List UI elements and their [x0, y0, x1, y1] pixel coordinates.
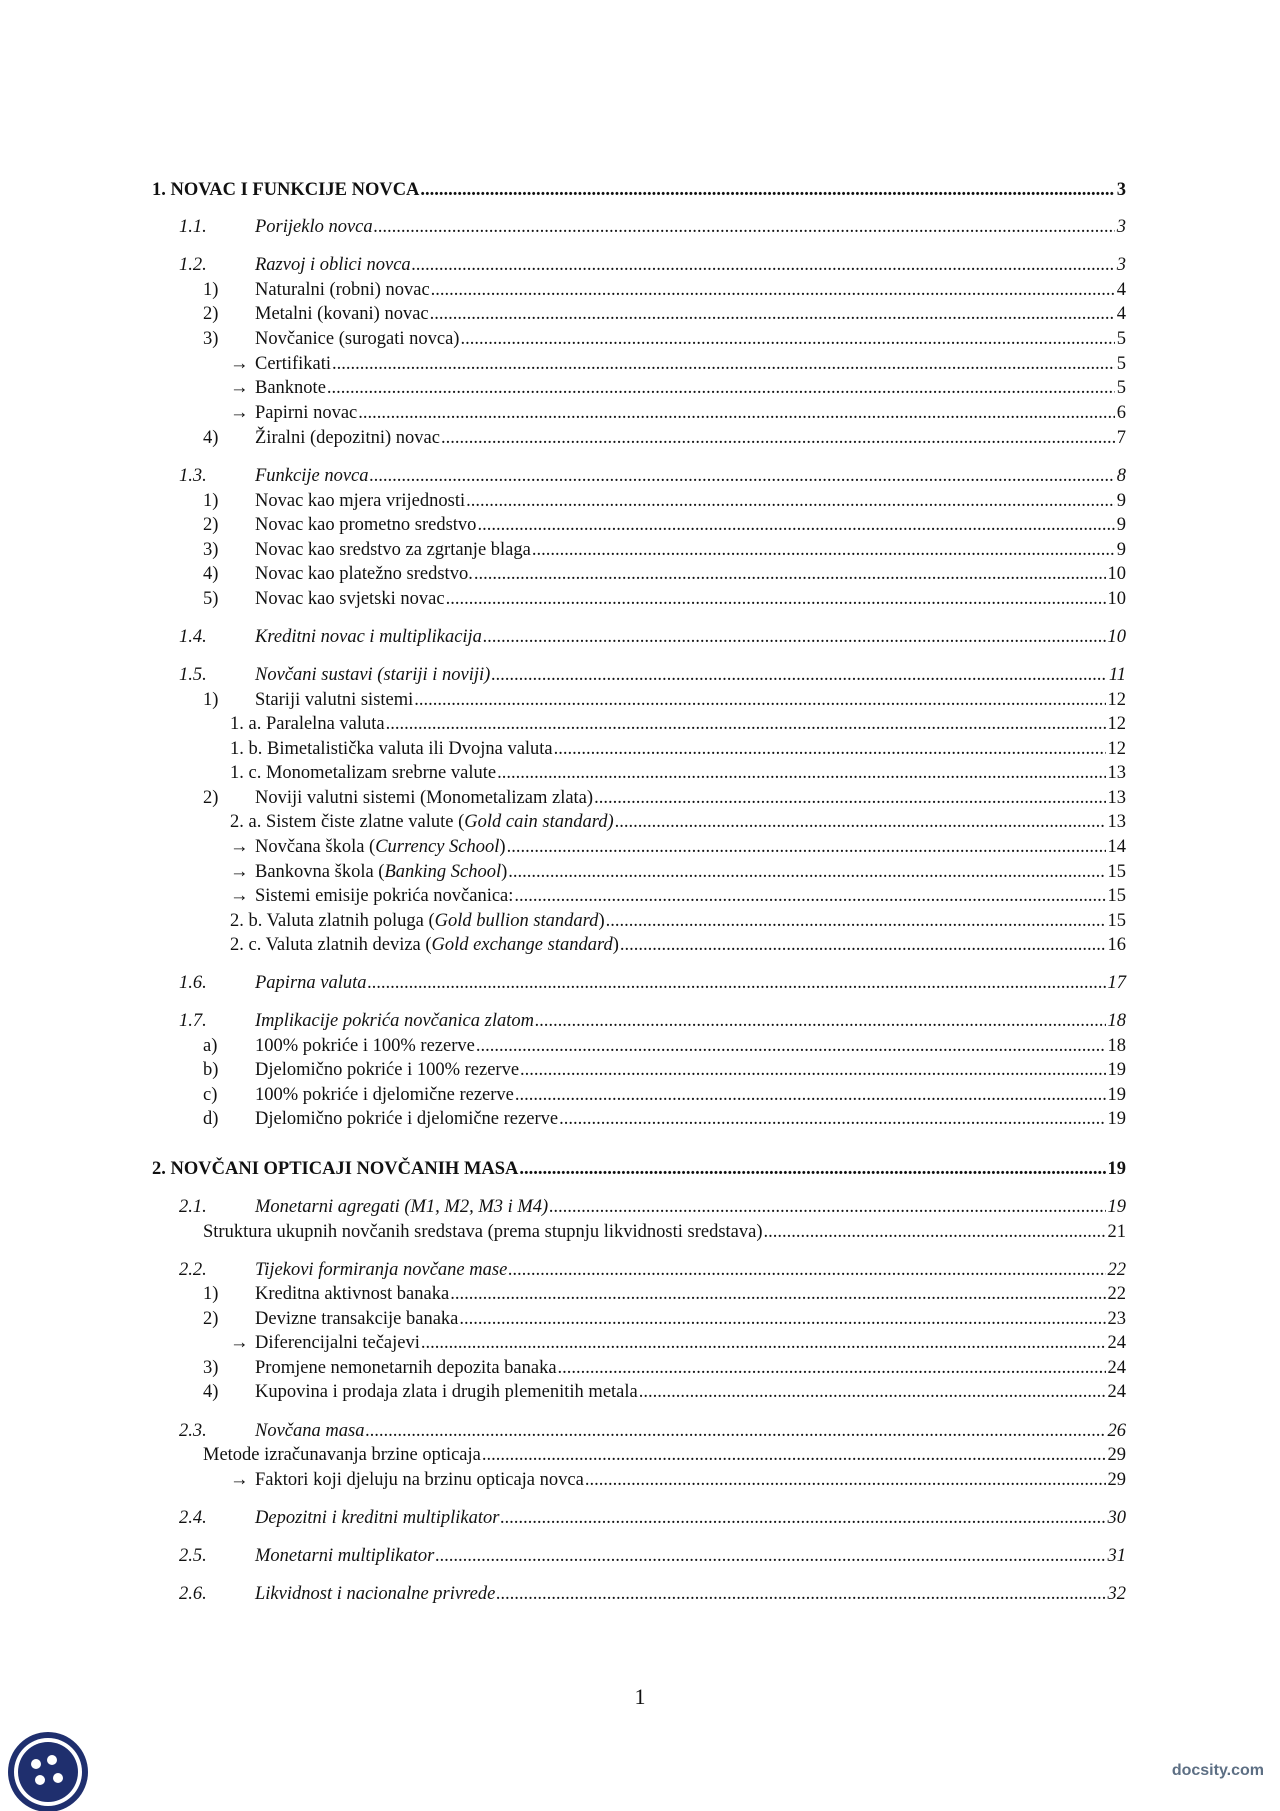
toc-entry[interactable]: [0, 464, 1280, 488]
dot-leader: [500, 1506, 1105, 1530]
toc-entry-number: 2): [203, 1309, 219, 1329]
dot-leader: [497, 761, 1105, 785]
toc-entry-number: 1): [203, 280, 219, 300]
toc-entry-page: 11: [1108, 665, 1126, 685]
toc-entry-number: 3): [203, 329, 219, 349]
toc-entry-page: 12: [1107, 714, 1126, 734]
toc-entry[interactable]: [0, 1307, 1280, 1331]
toc-entry-number: 2): [203, 515, 219, 535]
toc-entry-title: Porijeklo novca: [255, 217, 373, 237]
toc-entry-title: Monetarni agregati (M1, M2, M3 i M4): [255, 1197, 549, 1217]
dot-leader: [368, 971, 1106, 995]
toc-entry-page: 19: [1107, 1085, 1126, 1105]
toc-entry[interactable]: [0, 426, 1280, 450]
dot-leader: [514, 884, 1105, 908]
toc-entry-number: 1): [203, 491, 219, 511]
toc-entry-page: 23: [1107, 1309, 1126, 1329]
toc-entry[interactable]: [0, 215, 1280, 239]
toc-entry[interactable]: [0, 1220, 1280, 1244]
toc-entry-page: 13: [1107, 812, 1126, 832]
toc-entry-number: 2): [203, 304, 219, 324]
toc-entry-number: 5): [203, 589, 219, 609]
toc-entry-title: Likvidnost i nacionalne privrede: [255, 1584, 496, 1604]
arrow-right-icon: →: [230, 403, 249, 423]
toc-entry-page: 24: [1107, 1333, 1126, 1353]
toc-entry-number: 1.2.: [179, 255, 207, 275]
toc-entry-number: d): [203, 1109, 219, 1129]
toc-entry-page: 9: [1116, 491, 1126, 511]
toc-entry[interactable]: [0, 971, 1280, 995]
dot-leader: [420, 178, 1114, 202]
toc-entry-page: 10: [1107, 589, 1126, 609]
dot-leader: [594, 786, 1105, 810]
toc-entry-title: Novac kao prometno sredstvo: [255, 515, 477, 535]
toc-entry-page: 9: [1116, 515, 1126, 535]
dot-leader: [332, 352, 1115, 376]
dot-leader: [491, 663, 1107, 687]
toc-entry-page: 29: [1107, 1445, 1126, 1465]
toc-entry[interactable]: [0, 302, 1280, 326]
dot-leader: [477, 513, 1114, 537]
toc-entry-number: 1.5.: [179, 665, 207, 685]
toc-entry[interactable]: [0, 401, 1280, 425]
toc-entry[interactable]: [0, 909, 1280, 933]
toc-entry-number: 1.7.: [179, 1011, 207, 1031]
dot-leader: [558, 1356, 1106, 1380]
toc-entry-number: b): [203, 1060, 219, 1080]
toc-entry-title: Sistemi emisije pokrića novčanica:: [255, 886, 514, 906]
toc-entry-title: Naturalni (robni) novac: [255, 280, 430, 300]
toc-entry-title: Novac kao svjetski novac: [255, 589, 445, 609]
dot-leader: [421, 1331, 1106, 1355]
toc-entry-number: 3): [203, 540, 219, 560]
toc-entry-number: 2.6.: [179, 1584, 207, 1604]
toc-entry[interactable]: [0, 253, 1280, 277]
toc-entry-page: 10: [1107, 564, 1126, 584]
toc-entry[interactable]: [0, 737, 1280, 761]
toc-entry-title: Papirni novac: [255, 403, 358, 423]
toc-entry-page: 8: [1116, 466, 1126, 486]
toc-entry-page: 24: [1107, 1358, 1126, 1378]
toc-entry-title: Djelomično pokriće i 100% rezerve: [255, 1060, 520, 1080]
dot-leader: [466, 489, 1115, 513]
toc-entry-title: Noviji valutni sistemi (Monometalizam zlata): [255, 788, 594, 808]
toc-entry-title: Novac kao sredstvo za zgrtanje blaga: [255, 540, 531, 560]
toc-entry[interactable]: [0, 562, 1280, 586]
toc-entry[interactable]: [0, 835, 1280, 859]
toc-entry-title: 2. c. Valuta zlatnih deviza (Gold exchange standard): [230, 935, 619, 955]
toc-entry-page: 13: [1107, 788, 1126, 808]
toc-entry-number: 2): [203, 788, 219, 808]
toc-entry-page: 10: [1107, 627, 1126, 647]
dot-leader: [441, 426, 1115, 450]
toc-entry[interactable]: [0, 587, 1280, 611]
toc-entry-page: 32: [1107, 1584, 1126, 1604]
toc-entry-title: 1. NOVAC I FUNKCIJE NOVCA: [152, 180, 420, 200]
toc-entry-title: Implikacije pokrića novčanica zlatom: [255, 1011, 534, 1031]
toc-entry-title: Papirna valuta: [255, 973, 367, 993]
toc-entry-page: 3: [1116, 217, 1126, 237]
toc-entry-page: 7: [1116, 428, 1126, 448]
dot-leader: [519, 1157, 1105, 1181]
toc-entry-number: 1.3.: [179, 466, 207, 486]
dot-leader: [430, 302, 1115, 326]
dot-leader: [374, 215, 1115, 239]
toc-entry-title: Diferencijalni tečajevi: [255, 1333, 420, 1353]
dot-leader: [639, 1380, 1106, 1404]
dot-leader: [435, 1544, 1105, 1568]
toc-entry-number: 2.1.: [179, 1197, 207, 1217]
dot-leader: [764, 1220, 1106, 1244]
dot-leader: [370, 464, 1115, 488]
toc-entry[interactable]: [0, 1356, 1280, 1380]
toc-entry[interactable]: [0, 327, 1280, 351]
toc-entry-title: 1. a. Paralelna valuta: [230, 714, 385, 734]
toc-entry-page: 3: [1116, 180, 1126, 200]
toc-entry[interactable]: [0, 933, 1280, 957]
toc-entry[interactable]: [0, 178, 1280, 202]
toc-entry[interactable]: [0, 538, 1280, 562]
toc-entry-page: 30: [1107, 1508, 1126, 1528]
toc-entry-title: Kupovina i prodaja zlata i drugih plemenitih metala: [255, 1382, 638, 1402]
dot-leader: [620, 933, 1106, 957]
dot-leader: [460, 327, 1114, 351]
toc-entry[interactable]: [0, 712, 1280, 736]
toc-entry-page: 15: [1107, 911, 1126, 931]
dot-leader: [515, 1083, 1106, 1107]
toc-entry-title: Kreditni novac i multiplikacija: [255, 627, 482, 647]
toc-entry-page: 19: [1107, 1197, 1126, 1217]
docsity-brand: docsity.com: [1171, 1762, 1264, 1779]
toc-entry-title: Funkcije novca: [255, 466, 369, 486]
toc-entry-page: 14: [1107, 837, 1126, 857]
toc-entry-page: 9: [1116, 540, 1126, 560]
toc-entry[interactable]: [0, 1331, 1280, 1355]
dot-leader: [507, 835, 1106, 859]
toc-entry[interactable]: [0, 1157, 1280, 1181]
toc-entry[interactable]: [0, 884, 1280, 908]
dot-leader: [412, 253, 1115, 277]
toc-entry-title: Žiralni (depozitni) novac: [255, 428, 440, 448]
toc-entry-number: 1.4.: [179, 627, 207, 647]
toc-entry-page: 17: [1107, 973, 1126, 993]
toc-entry[interactable]: [0, 1034, 1280, 1058]
toc-entry-number: 3): [203, 1358, 219, 1378]
dot-leader: [386, 712, 1106, 736]
toc-entry[interactable]: [0, 376, 1280, 400]
toc-entry-number: 4): [203, 428, 219, 448]
toc-entry-title: 1. b. Bimetalistička valuta ili Dvojna valuta: [230, 739, 553, 759]
toc-entry[interactable]: [0, 1506, 1280, 1530]
dot-leader: [450, 1282, 1105, 1306]
toc-entry-page: 31: [1107, 1546, 1126, 1566]
toc-entry-title: Monetarni multiplikator: [255, 1546, 435, 1566]
toc-entry[interactable]: [0, 1582, 1280, 1606]
toc-entry-number: a): [203, 1036, 218, 1056]
dot-leader: [508, 1258, 1105, 1282]
toc-entry-page: 22: [1107, 1260, 1126, 1280]
toc-entry-title: 1. c. Monometalizam srebrne valute: [230, 763, 497, 783]
toc-entry-title: Razvoj i oblici novca: [255, 255, 411, 275]
toc-entry-title: Metalni (kovani) novac: [255, 304, 429, 324]
dot-leader: [459, 1307, 1105, 1331]
toc-entry-title: Novčanice (surogati novca): [255, 329, 460, 349]
toc-entry-title: Bankovna škola (Banking School): [255, 862, 508, 882]
dot-leader: [532, 538, 1115, 562]
toc-entry-page: 15: [1107, 886, 1126, 906]
toc-entry[interactable]: [0, 1107, 1280, 1131]
toc-entry[interactable]: [0, 1282, 1280, 1306]
toc-entry-number: 1): [203, 690, 219, 710]
toc-entry-title: Novac kao mjera vrijednosti: [255, 491, 466, 511]
toc-entry-title: Certifikati: [255, 354, 332, 374]
toc-entry[interactable]: [0, 1058, 1280, 1082]
dot-leader: [358, 401, 1115, 425]
toc-entry[interactable]: [0, 663, 1280, 687]
toc-entry[interactable]: [0, 688, 1280, 712]
toc-entry-page: 21: [1107, 1222, 1126, 1242]
dot-leader: [615, 810, 1106, 834]
dot-leader: [585, 1468, 1106, 1492]
toc-entry[interactable]: [0, 1443, 1280, 1467]
page-number: 1: [634, 1684, 646, 1709]
toc-entry-title: 100% pokriće i 100% rezerve: [255, 1036, 475, 1056]
toc-entry-title: 100% pokriće i djelomične rezerve: [255, 1085, 514, 1105]
toc-entry-page: 5: [1116, 378, 1126, 398]
toc-entry-page: 12: [1107, 690, 1126, 710]
dot-leader: [476, 1034, 1106, 1058]
toc-entry-title: Novčana škola (Currency School): [255, 837, 506, 857]
toc-entry-page: 19: [1107, 1060, 1126, 1080]
toc-entry[interactable]: [0, 761, 1280, 785]
toc-entry[interactable]: [0, 625, 1280, 649]
dot-leader: [327, 376, 1115, 400]
dot-leader: [606, 909, 1106, 933]
toc-entry[interactable]: [0, 860, 1280, 884]
toc-entry[interactable]: [0, 489, 1280, 513]
toc-entry-page: 15: [1107, 862, 1126, 882]
arrow-right-icon: →: [230, 1470, 249, 1490]
toc-entry[interactable]: [0, 810, 1280, 834]
dot-leader: [431, 278, 1115, 302]
dot-leader: [554, 737, 1106, 761]
toc-entry-number: 1.6.: [179, 973, 207, 993]
toc-entry-page: 18: [1107, 1036, 1126, 1056]
toc-entry-number: 4): [203, 1382, 219, 1402]
toc-entry-page: 16: [1107, 935, 1126, 955]
toc-entry-page: 19: [1107, 1159, 1126, 1179]
toc-entry-page: 5: [1116, 354, 1126, 374]
toc-entry[interactable]: [0, 1258, 1280, 1282]
dot-leader: [474, 562, 1106, 586]
toc-entry-title: Novčana masa: [255, 1421, 365, 1441]
dot-leader: [483, 625, 1106, 649]
toc-entry-number: 2.: [152, 1159, 171, 1179]
toc-entry-number: 2.4.: [179, 1508, 207, 1528]
toc-entry-page: 3: [1116, 255, 1126, 275]
toc-entry-page: 6: [1116, 403, 1126, 423]
arrow-right-icon: →: [230, 837, 249, 857]
dot-leader: [535, 1009, 1106, 1033]
toc-entry-title: Depozitni i kreditni multiplikator: [255, 1508, 500, 1528]
toc-entry-number: 2.5.: [179, 1546, 207, 1566]
toc-entry-title: Faktori koji djeluju na brzinu opticaja novca: [255, 1470, 584, 1490]
toc-entry-title: 2. NOVČANI OPTICAJI NOVČANIH MASA: [152, 1159, 519, 1179]
toc-entry-page: 19: [1107, 1109, 1126, 1129]
toc-entry-page: 18: [1107, 1011, 1126, 1031]
arrow-right-icon: →: [230, 354, 249, 374]
dot-leader: [508, 860, 1105, 884]
toc-entry[interactable]: [0, 1544, 1280, 1568]
toc-entry-number: 1.1.: [179, 217, 207, 237]
dot-leader: [559, 1107, 1105, 1131]
docsity-logo-icon: [0, 1722, 96, 1811]
toc-entry-page: 29: [1107, 1470, 1126, 1490]
toc-entry-number: 4): [203, 564, 219, 584]
dot-leader: [365, 1419, 1105, 1443]
toc-entry-title: Metode izračunavanja brzine opticaja: [203, 1445, 481, 1465]
arrow-right-icon: →: [230, 886, 249, 906]
toc-entry[interactable]: [0, 786, 1280, 810]
toc-entry[interactable]: [0, 1380, 1280, 1404]
toc-entry[interactable]: [0, 1419, 1280, 1443]
toc-entry-page: 5: [1116, 329, 1126, 349]
toc-entry[interactable]: [0, 513, 1280, 537]
arrow-right-icon: →: [230, 1333, 249, 1353]
toc-entry-title: Novčani sustavi (stariji i noviji): [255, 665, 491, 685]
arrow-right-icon: →: [230, 862, 249, 882]
toc-entry-page: 13: [1107, 763, 1126, 783]
toc-entry-page: 22: [1107, 1284, 1126, 1304]
toc-entry-title: 2. a. Sistem čiste zlatne valute (Gold cain standard): [230, 812, 614, 832]
toc-entry-number: 2.3.: [179, 1421, 207, 1441]
toc-entry-title: Tijekovi formiranja novčane mase: [255, 1260, 508, 1280]
dot-leader: [496, 1582, 1105, 1606]
toc-entry-page: 24: [1107, 1382, 1126, 1402]
toc-entry-title: Novac kao platežno sredstvo.: [255, 564, 473, 584]
dot-leader: [482, 1443, 1106, 1467]
toc-entry[interactable]: [0, 278, 1280, 302]
toc-entry-page: 12: [1107, 739, 1126, 759]
arrow-right-icon: →: [230, 378, 249, 398]
dot-leader: [446, 587, 1106, 611]
toc-entry-title: Banknote: [255, 378, 326, 398]
toc-entry-page: 4: [1116, 304, 1126, 324]
dot-leader: [414, 688, 1105, 712]
toc-entry-number: 2.2.: [179, 1260, 207, 1280]
toc-entry[interactable]: [0, 1195, 1280, 1219]
toc-entry-number: 1.: [152, 180, 171, 200]
toc-entry-number: c): [203, 1085, 218, 1105]
toc-entry-page: 4: [1116, 280, 1126, 300]
toc-entry-title: Devizne transakcije banaka: [255, 1309, 459, 1329]
toc-entry-title: Stariji valutni sistemi: [255, 690, 414, 710]
toc-entry[interactable]: [0, 1009, 1280, 1033]
toc-entry[interactable]: [0, 352, 1280, 376]
toc-entry-title: 2. b. Valuta zlatnih poluga (Gold bullion standard): [230, 911, 605, 931]
toc-entry-page: 26: [1107, 1421, 1126, 1441]
toc-entry-title: Djelomično pokriće i djelomične rezerve: [255, 1109, 559, 1129]
dot-leader: [520, 1058, 1105, 1082]
toc-entry[interactable]: [0, 1468, 1280, 1492]
toc-entry[interactable]: [0, 1083, 1280, 1107]
toc-entry-title: Kreditna aktivnost banaka: [255, 1284, 450, 1304]
toc-entry-title: Struktura ukupnih novčanih sredstava (prema stupnju likvidnosti sredstava): [203, 1222, 763, 1242]
toc-entry-number: 1): [203, 1284, 219, 1304]
toc-entry-title: Promjene nemonetarnih depozita banaka: [255, 1358, 557, 1378]
dot-leader: [549, 1195, 1105, 1219]
